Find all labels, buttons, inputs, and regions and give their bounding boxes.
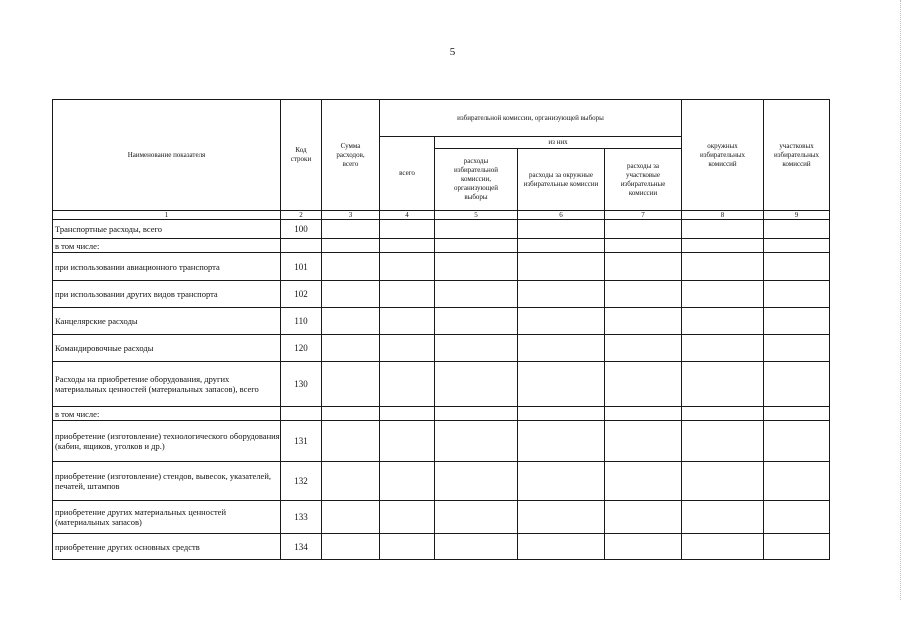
value-cell[interactable] [435,220,518,239]
value-cell[interactable] [322,253,380,281]
value-cell[interactable] [435,534,518,560]
value-cell[interactable] [380,534,435,560]
column-number: 6 [518,211,605,220]
value-cell[interactable] [380,253,435,281]
value-cell[interactable] [380,421,435,462]
value-cell[interactable] [518,253,605,281]
value-cell[interactable] [682,534,764,560]
value-cell[interactable] [764,462,830,501]
header-row-code: Код строки [281,100,322,211]
value-cell[interactable] [435,501,518,534]
value-cell[interactable] [380,308,435,335]
value-cell[interactable] [605,534,682,560]
value-cell[interactable] [764,501,830,534]
value-cell[interactable] [435,281,518,308]
row-code: 101 [281,253,322,281]
row-code: 100 [281,220,322,239]
header-of-which: из них [435,137,682,149]
value-cell[interactable] [605,220,682,239]
scan-edge-mark [899,0,901,600]
value-cell[interactable] [322,534,380,560]
value-cell[interactable] [518,335,605,362]
value-cell[interactable] [682,501,764,534]
value-cell[interactable] [764,281,830,308]
row-name: Расходы на приобретение оборудования, других материальных ценностей (материальных запасов), всего [53,362,281,407]
value-cell[interactable] [435,253,518,281]
table-row [53,421,830,462]
value-cell[interactable] [605,421,682,462]
value-cell[interactable] [322,421,380,462]
value-cell[interactable] [435,335,518,362]
value-cell[interactable] [764,407,830,421]
row-code: 110 [281,308,322,335]
value-cell[interactable] [518,501,605,534]
row-code: 120 [281,335,322,362]
header-election-commission: избирательной комиссии, организующей выборы [380,100,682,137]
value-cell[interactable] [682,281,764,308]
value-cell[interactable] [380,220,435,239]
value-cell[interactable] [605,362,682,407]
value-cell[interactable] [764,421,830,462]
value-cell[interactable] [605,281,682,308]
value-cell[interactable] [380,462,435,501]
row-name: Транспортные расходы, всего [53,220,281,239]
value-cell[interactable] [380,362,435,407]
value-cell[interactable] [682,239,764,253]
value-cell[interactable] [380,335,435,362]
value-cell[interactable] [435,462,518,501]
value-cell[interactable] [380,239,435,253]
value-cell[interactable] [682,462,764,501]
value-cell[interactable] [764,220,830,239]
value-cell[interactable] [518,220,605,239]
value-cell[interactable] [682,253,764,281]
row-name: приобретение (изготовление) стендов, вывесок, указателей, печатей, штампов [53,462,281,501]
header-district-commission-expenses: расходы за окружные избирательные комиссии [518,149,605,211]
value-cell[interactable] [435,308,518,335]
value-cell[interactable] [322,335,380,362]
value-cell[interactable] [322,462,380,501]
value-cell[interactable] [682,421,764,462]
value-cell[interactable] [605,501,682,534]
value-cell[interactable] [518,462,605,501]
value-cell[interactable] [322,220,380,239]
row-name: в том числе: [53,407,281,421]
value-cell[interactable] [605,407,682,421]
value-cell[interactable] [682,335,764,362]
value-cell[interactable] [605,462,682,501]
value-cell[interactable] [322,407,380,421]
column-number: 2 [281,211,322,220]
value-cell[interactable] [435,239,518,253]
value-cell[interactable] [764,308,830,335]
value-cell[interactable] [605,239,682,253]
table-row [53,501,830,534]
header-precinct-commissions: участковых избирательных комиссий [764,100,830,211]
value-cell[interactable] [380,501,435,534]
value-cell[interactable] [682,407,764,421]
value-cell[interactable] [518,421,605,462]
table-row [53,239,830,253]
row-code: 133 [281,501,322,534]
value-cell[interactable] [322,501,380,534]
header-precinct-commission-expenses: расходы за участковые избирательные комиссии [605,149,682,211]
expense-report-table [52,99,830,560]
value-cell[interactable] [322,281,380,308]
page-number: 5 [449,46,456,58]
value-cell[interactable] [605,335,682,362]
table-row [53,362,830,407]
table-row [53,462,830,501]
table-row [53,253,830,281]
column-number: 3 [322,211,380,220]
row-code: 132 [281,462,322,501]
value-cell[interactable] [764,534,830,560]
row-name: при использовании авиационного транспорта [53,253,281,281]
column-number: 4 [380,211,435,220]
row-code [281,239,322,253]
table-row [53,220,830,239]
column-number: 7 [605,211,682,220]
value-cell[interactable] [605,308,682,335]
table-row [53,407,830,421]
value-cell[interactable] [764,253,830,281]
value-cell[interactable] [682,362,764,407]
row-code: 134 [281,534,322,560]
value-cell[interactable] [435,362,518,407]
value-cell[interactable] [380,407,435,421]
value-cell[interactable] [605,253,682,281]
value-cell[interactable] [518,281,605,308]
row-code: 130 [281,362,322,407]
value-cell[interactable] [764,362,830,407]
value-cell[interactable] [682,308,764,335]
column-number-row [53,211,830,220]
value-cell[interactable] [764,335,830,362]
column-number: 5 [435,211,518,220]
header-indicator-name: Наименование показателя [53,100,281,211]
row-name: в том числе: [53,239,281,253]
value-cell[interactable] [518,407,605,421]
value-cell[interactable] [322,239,380,253]
value-cell[interactable] [682,220,764,239]
row-code: 102 [281,281,322,308]
value-cell[interactable] [518,362,605,407]
row-name: приобретение других основных средств [53,534,281,560]
row-name: приобретение других материальных ценностей (материальных запасов) [53,501,281,534]
row-name: при использовании других видов транспорта [53,281,281,308]
header-district-commissions: окружных избирательных комиссий [682,100,764,211]
table-row [53,281,830,308]
value-cell[interactable] [518,239,605,253]
row-name: приобретение (изготовление) технологического оборудования (кабин, ящиков, уголков и др.) [53,421,281,462]
column-number: 1 [53,211,281,220]
table-row [53,534,830,560]
value-cell[interactable] [518,534,605,560]
value-cell[interactable] [322,308,380,335]
row-code [281,407,322,421]
header-commission-expenses: расходы избирательной комиссии, организующей выборы [435,149,518,211]
table-row [53,335,830,362]
header-total: всего [380,137,435,211]
row-name: Командировочные расходы [53,335,281,362]
column-number: 8 [682,211,764,220]
row-name: Канцелярские расходы [53,308,281,335]
value-cell[interactable] [435,421,518,462]
column-number: 9 [764,211,830,220]
value-cell[interactable] [380,281,435,308]
value-cell[interactable] [322,362,380,407]
row-code: 131 [281,421,322,462]
value-cell[interactable] [518,308,605,335]
header-total-expenses: Сумма расходов, всего [322,100,380,211]
value-cell[interactable] [764,239,830,253]
table-row [53,308,830,335]
value-cell[interactable] [435,407,518,421]
